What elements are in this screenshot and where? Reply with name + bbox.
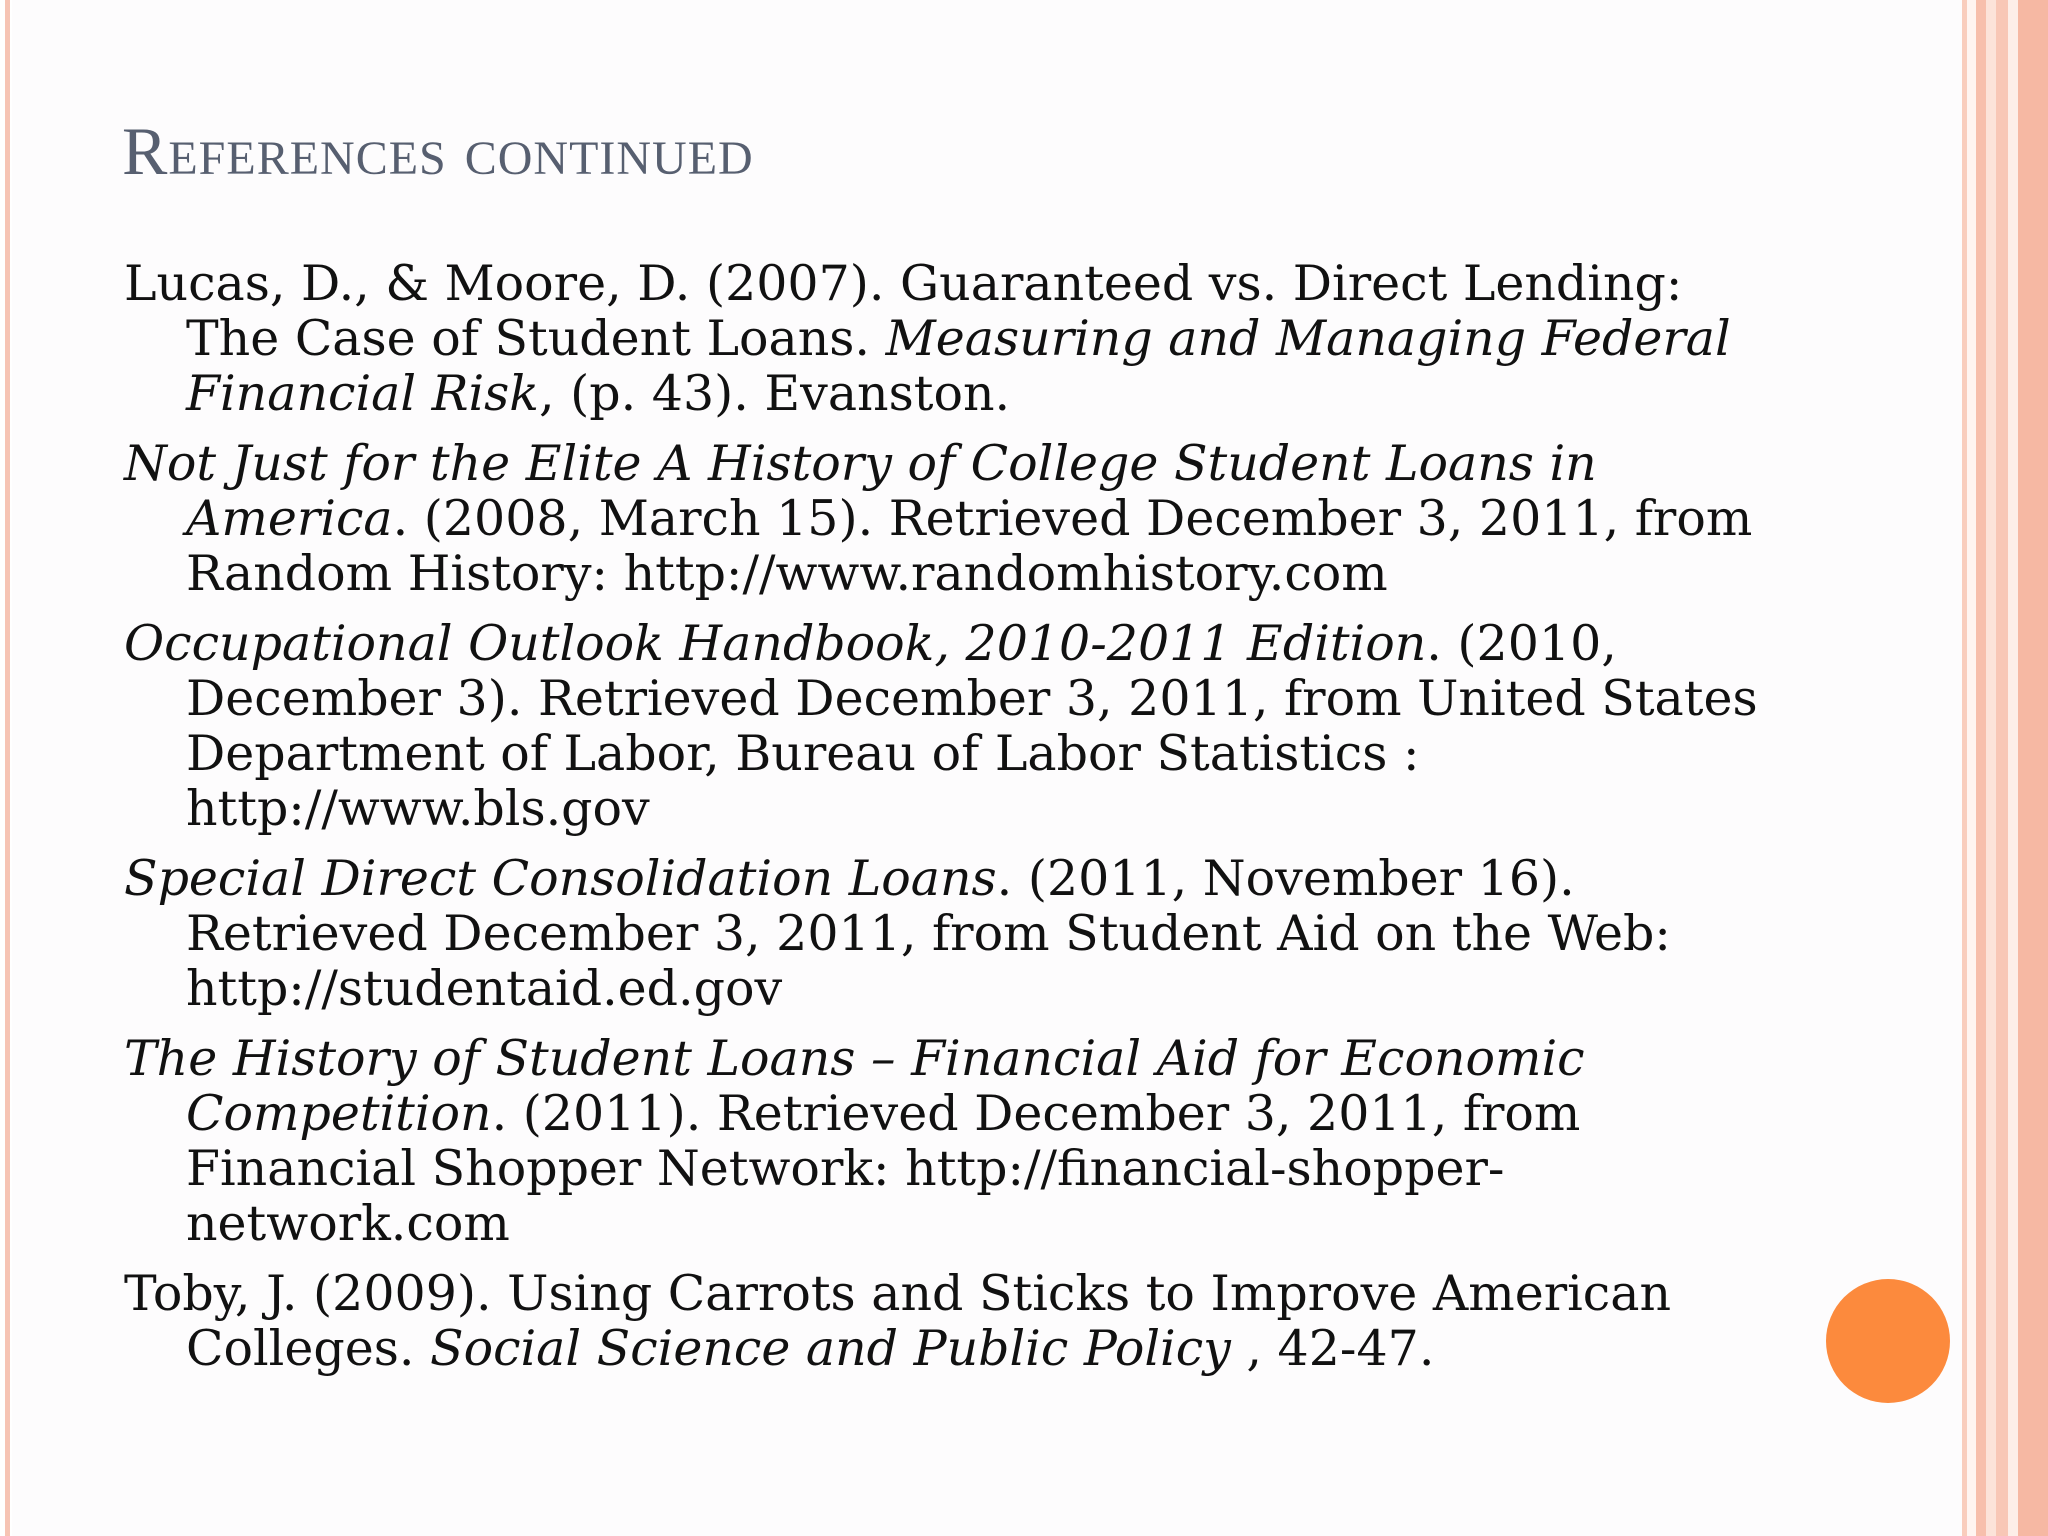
reference-item [124,1031,1764,1251]
reference-item [124,256,1764,421]
reference-text: . (2011). Retrieved December 3, 2011, from Financial Shopper Network: http://financial-shopper-network.com [186,1085,1581,1252]
left-border-decoration [0,0,12,1536]
reference-source-title: The History of Student Loans – Financial Aid for Economic Competition [124,1030,1585,1142]
reference-source-title: Measuring and Managing Federal Financial Risk [186,310,1731,422]
reference-item [124,1266,1764,1376]
slide-title: References continued [122,113,754,189]
reference-text: Lucas, D., & Moore, D. (2007). Guaranteed vs. Direct Lending: The Case of Student Loans. [124,255,1683,367]
left-border-line [5,0,10,1536]
decorative-circle [1826,1279,1950,1403]
right-stripe-decoration [1996,0,2008,1536]
reference-item [124,436,1764,601]
right-stripe-decoration [2008,0,2018,1536]
right-stripe-decoration [1986,0,1996,1536]
reference-text: Toby, J. (2009). Using Carrots and Sticks to Improve American Colleges. [124,1265,1672,1377]
reference-item [124,616,1764,836]
reference-source-title: Special Direct Consolidation Loans [124,850,997,907]
reference-list [124,256,1764,1391]
right-stripe-decoration [2018,0,2048,1536]
reference-item [124,851,1764,1016]
reference-text: . (2011, November 16). Retrieved December 3, 2011, from Student Aid on the Web: http://studentaid.ed.gov [186,850,1671,1017]
right-stripe-decoration [1967,0,1976,1536]
reference-source-title: Occupational Outlook Handbook, 2010-2011 Edition [124,615,1427,672]
reference-source-title: Not Just for the Elite A History of College Student Loans in America [124,435,1597,547]
reference-source-title: Social Science and Public Policy [430,1320,1231,1377]
reference-text: . (2008, March 15). Retrieved December 3, 2011, from Random History: http://www.randomhistory.com [186,490,1753,602]
right-stripe-decoration [1976,0,1986,1536]
reference-text: , 42-47. [1230,1320,1435,1377]
reference-text: . (2010, December 3). Retrieved December 3, 2011, from United States Department of Labor, Bureau of Labor Statistics : http://www.bls.gov [186,615,1758,837]
reference-text: , (p. 43). Evanston. [538,365,1011,422]
